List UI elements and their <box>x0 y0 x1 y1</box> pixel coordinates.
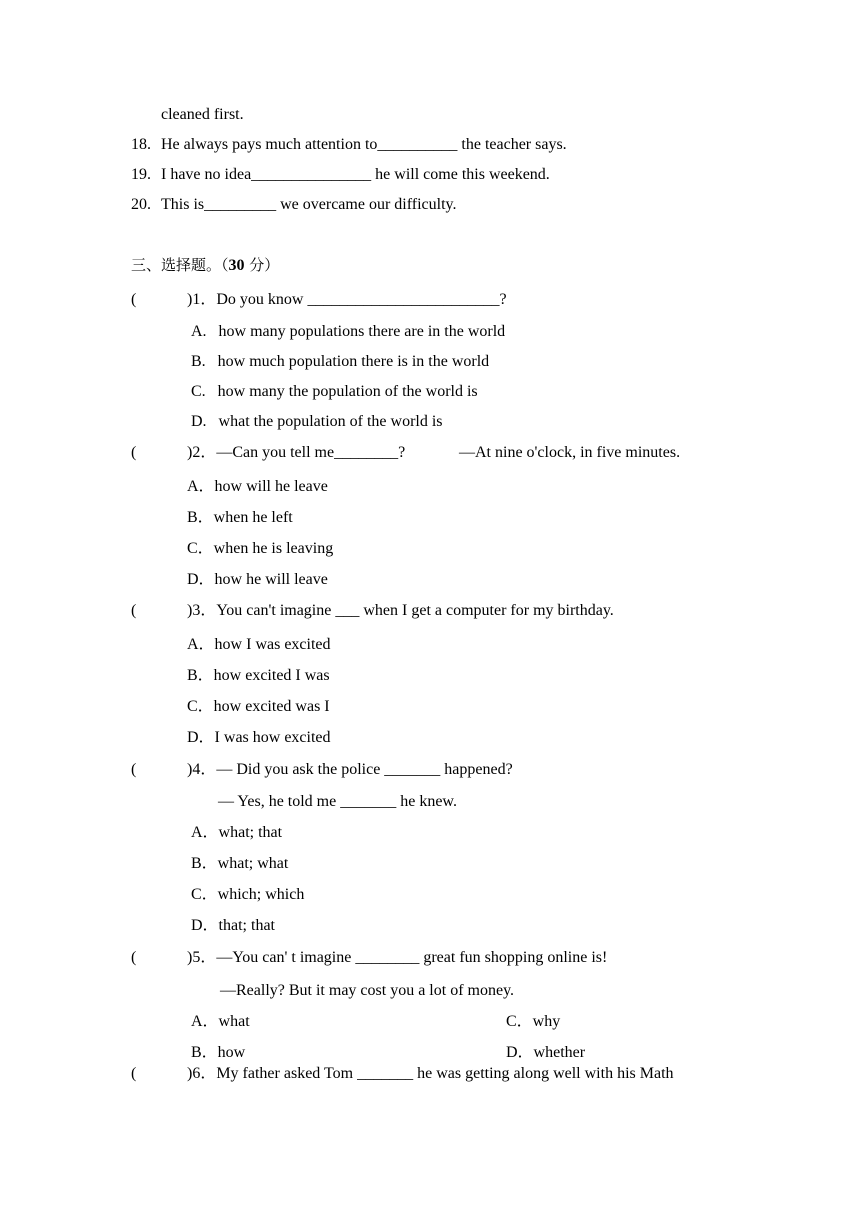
option-d: D．whether <box>506 1044 586 1061</box>
option-a: A．what <box>191 1013 250 1030</box>
option-b: B．how <box>191 1044 246 1061</box>
question-stem: )6．My father asked Tom _______ he was getting along well with his Math <box>187 1065 674 1082</box>
option-b: B．what; what <box>191 855 289 872</box>
option-a: A．how I was excited <box>187 636 331 653</box>
question-stem: )3．You can't imagine ___ when I get a computer for my birthday. <box>187 602 614 619</box>
option-b: B．how excited I was <box>187 667 330 684</box>
section-heading <box>131 255 279 276</box>
question-stem: )2．—Can you tell me________? <box>187 444 406 461</box>
item-text: I have no idea_______________ he will come this weekend. <box>161 166 550 183</box>
option-c: C．why <box>506 1013 561 1030</box>
option-d: D．I was how excited <box>187 729 331 746</box>
item-number: 18. <box>131 136 151 153</box>
option-c: C．how excited was I <box>187 698 330 715</box>
section-score: 30 <box>228 257 245 274</box>
option-c: C．which; which <box>191 886 305 903</box>
question-stem: )1．Do you know ________________________? <box>187 291 507 308</box>
option-a: A．how will he leave <box>187 478 328 495</box>
question-stem-line-2: —Really? But it may cost you a lot of money. <box>220 982 515 999</box>
option-c: C. how many the population of the world is <box>191 383 478 400</box>
item-text: He always pays much attention to__________ the teacher says. <box>161 136 567 153</box>
question-dialogue-answer: —At nine o'clock, in five minutes. <box>459 444 681 461</box>
option-d: D. what the population of the world is <box>191 413 443 430</box>
question-stem: )4．— Did you ask the police _______ happened? <box>187 761 513 778</box>
option-b: B. how much population there is in the world <box>191 353 490 370</box>
answer-paren: ( <box>131 949 137 966</box>
question-stem-line-2: — Yes, he told me _______ he knew. <box>218 793 457 810</box>
section-title-prefix: 三、选择题。（ <box>131 256 229 274</box>
item-text: This is_________ we overcame our difficulty. <box>161 196 457 213</box>
question-stem: )5．—You can' t imagine ________ great fun shopping online is! <box>187 949 608 966</box>
section-title-suffix: 分） <box>244 256 280 274</box>
answer-paren: ( <box>131 602 137 619</box>
option-d: D．how he will leave <box>187 571 328 588</box>
option-c: C．when he is leaving <box>187 540 334 557</box>
item-number: 19. <box>131 166 151 183</box>
option-b: B．when he left <box>187 509 293 526</box>
answer-paren: ( <box>131 761 137 778</box>
option-d: D．that; that <box>191 917 275 934</box>
answer-paren: ( <box>131 1065 137 1082</box>
answer-paren: ( <box>131 291 137 308</box>
item-number: 20. <box>131 196 151 213</box>
option-a: A．what; that <box>191 824 283 841</box>
option-a: A. how many populations there are in the world <box>191 323 506 340</box>
answer-paren: ( <box>131 444 137 461</box>
continuation-text: cleaned first. <box>161 106 244 123</box>
